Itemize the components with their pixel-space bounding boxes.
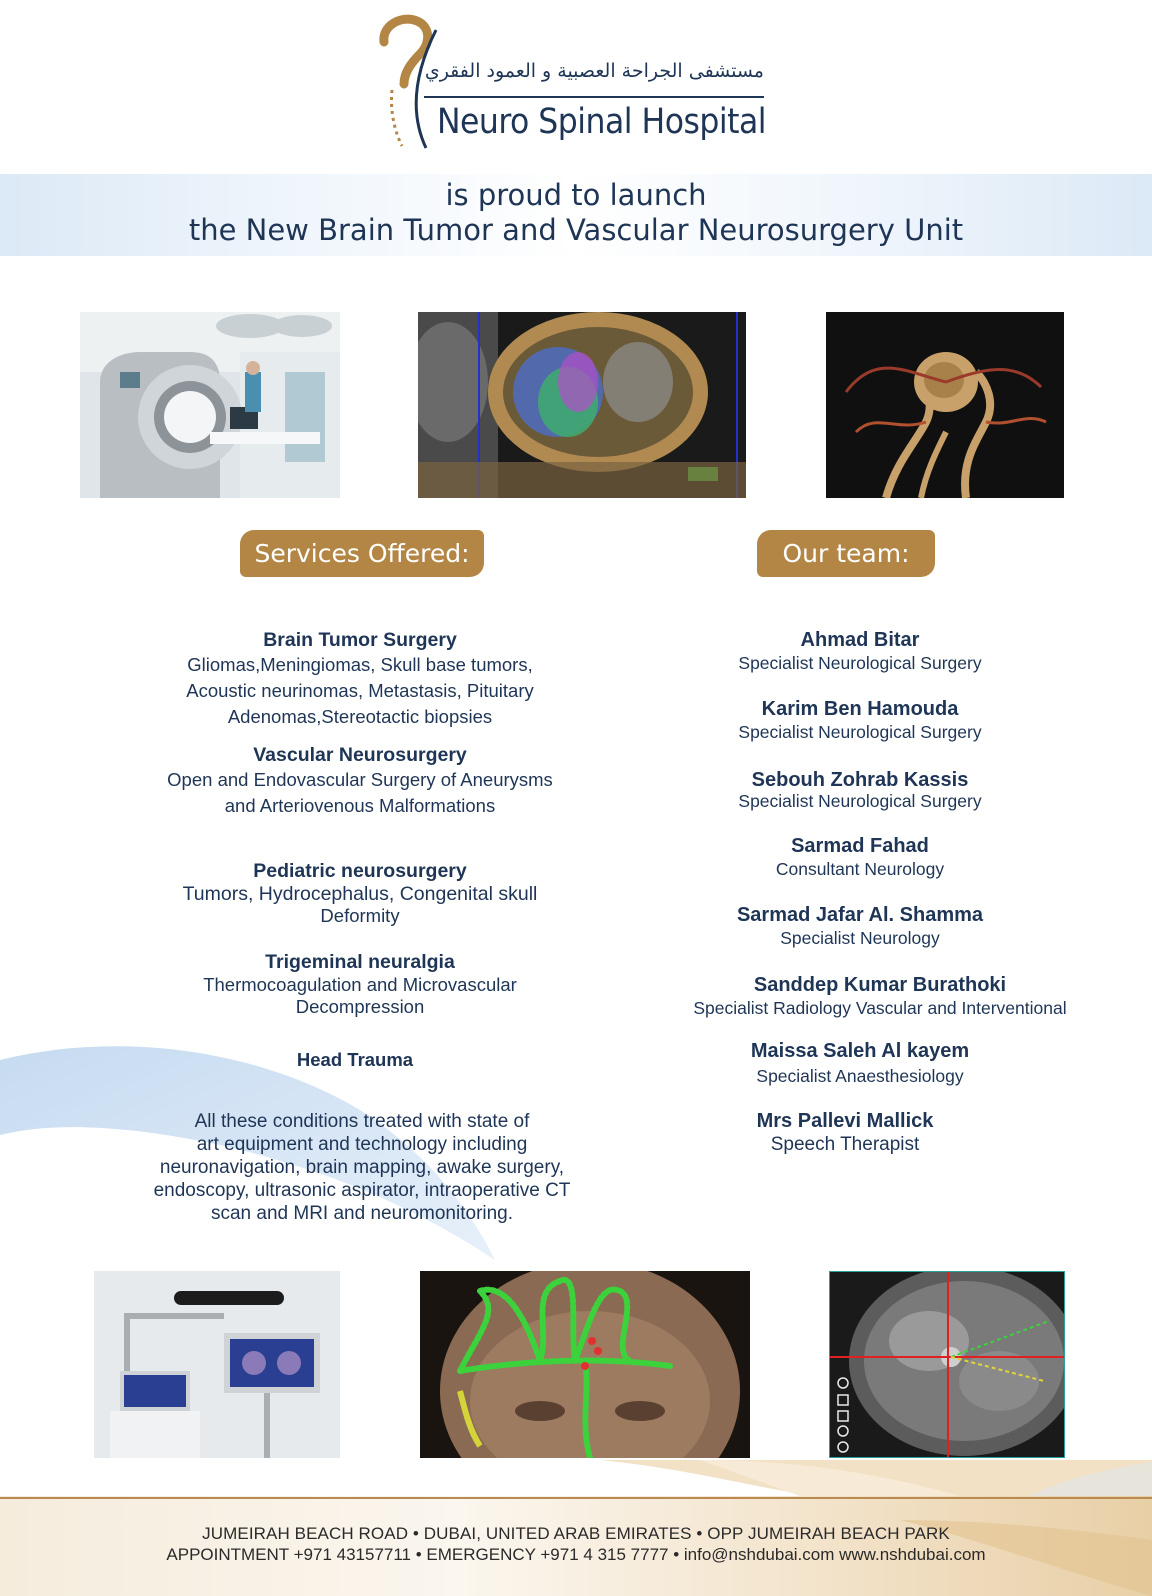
team-member <box>620 904 1100 950</box>
team-member <box>640 974 1120 1020</box>
team-member <box>620 698 1100 744</box>
service-desc-line: Tumors, Hydrocephalus, Congenital skull <box>182 883 538 905</box>
service-desc-line: Gliomas,Meningiomas, Skull base tumors, <box>187 654 533 675</box>
brain-tractography-image <box>418 312 746 498</box>
team-member-name: Maissa Saleh Al kayem <box>750 1040 970 1062</box>
banner-line-1: is proud to launch <box>445 178 707 212</box>
summary-line: endoscopy, ultrasonic aspirator, intraoperative CT <box>153 1180 571 1201</box>
hospital-logo <box>374 14 774 154</box>
team-member-role: Specialist Neurology <box>780 928 940 948</box>
mri-navigation-image <box>829 1271 1065 1458</box>
team-member-name: Sanddep Kumar Burathoki <box>753 974 1007 996</box>
service-pediatric-neurosurgery <box>125 859 595 927</box>
team-member <box>620 1040 1100 1089</box>
team-member-name: Karim Ben Hamouda <box>761 698 959 720</box>
team-member <box>620 629 1100 675</box>
service-title: Head Trauma <box>296 1049 414 1070</box>
service-trigeminal-neuralgia <box>125 950 595 1018</box>
footer-contact: APPOINTMENT +971 43157711 • EMERGENCY +971 4 315 7777 • info@nshdubai.com www.nshdubai.com <box>166 1545 986 1564</box>
logo-english-name: Neuro Spinal Hospital <box>436 102 766 142</box>
brain-mapping-face-image <box>420 1271 750 1458</box>
team-member-role: Specialist Neurological Surgery <box>738 791 982 811</box>
team-member <box>605 1110 1085 1156</box>
footer-address: JUMEIRAH BEACH ROAD • DUBAI, UNITED ARAB EMIRATES • OPP JUMEIRAH BEACH PARK <box>202 1524 950 1543</box>
services-offered-heading: Services Offered: <box>240 530 484 577</box>
neuronavigation-system-photo <box>94 1271 340 1458</box>
ct-scanner-photo <box>80 312 340 498</box>
footer-divider <box>0 1497 1152 1499</box>
our-team-heading: Our team: <box>757 530 935 577</box>
service-desc-line: Thermocoagulation and Microvascular <box>203 974 517 995</box>
service-title: Brain Tumor Surgery <box>263 629 457 651</box>
service-desc-line: Open and Endovascular Surgery of Aneurysms <box>167 769 553 790</box>
service-desc-line: Decompression <box>295 996 425 1017</box>
team-member-name: Mrs Pallevi Mallick <box>756 1110 934 1132</box>
service-brain-tumor-surgery <box>125 628 595 730</box>
service-head-trauma <box>120 1048 590 1072</box>
team-member-role: Consultant Neurology <box>775 859 945 879</box>
service-desc-line: and Arteriovenous Malformations <box>224 795 496 816</box>
team-member-role: Specialist Neurological Surgery <box>738 653 982 673</box>
banner-line-2: the New Brain Tumor and Vascular Neurosurgery Unit <box>188 213 964 247</box>
team-member-role: Specialist Neurological Surgery <box>738 722 982 742</box>
team-member-name: Sarmad Fahad <box>791 835 929 857</box>
summary-line: All these conditions treated with state of <box>194 1111 530 1132</box>
service-desc-line: Adenomas,Stereotactic biopsies <box>227 706 493 727</box>
team-member-role: Specialist Radiology Vascular and Interventional <box>693 998 1067 1018</box>
summary-line: neuronavigation, brain mapping, awake surgery, <box>159 1157 565 1178</box>
team-member-name: Ahmad Bitar <box>800 629 920 651</box>
logo-arabic-name: مستشفى الجراحة العصبية و العمود الفقري <box>424 60 764 82</box>
cerebral-angiography-image <box>826 312 1064 498</box>
team-member-name: Sebouh Zohrab Kassis <box>751 769 969 791</box>
team-member-name: Sarmad Jafar Al. Shamma <box>736 904 984 926</box>
service-vascular-neurosurgery <box>125 743 595 819</box>
team-member-role: Specialist Anaesthesiology <box>756 1066 964 1086</box>
logo-divider <box>424 96 764 98</box>
team-member <box>620 770 1100 812</box>
service-title: Trigeminal neuralgia <box>265 951 455 973</box>
service-desc-line: Deformity <box>320 905 400 926</box>
services-summary <box>112 1110 612 1225</box>
service-title: Vascular Neurosurgery <box>253 744 467 766</box>
team-member <box>620 835 1100 881</box>
summary-line: art equipment and technology including <box>196 1134 528 1155</box>
team-member-role: Speech Therapist <box>770 1134 920 1155</box>
service-title: Pediatric neurosurgery <box>253 860 467 882</box>
service-desc-line: Acoustic neurinomas, Metastasis, Pituitary <box>186 680 534 701</box>
summary-line: scan and MRI and neuromonitoring. <box>210 1203 514 1224</box>
